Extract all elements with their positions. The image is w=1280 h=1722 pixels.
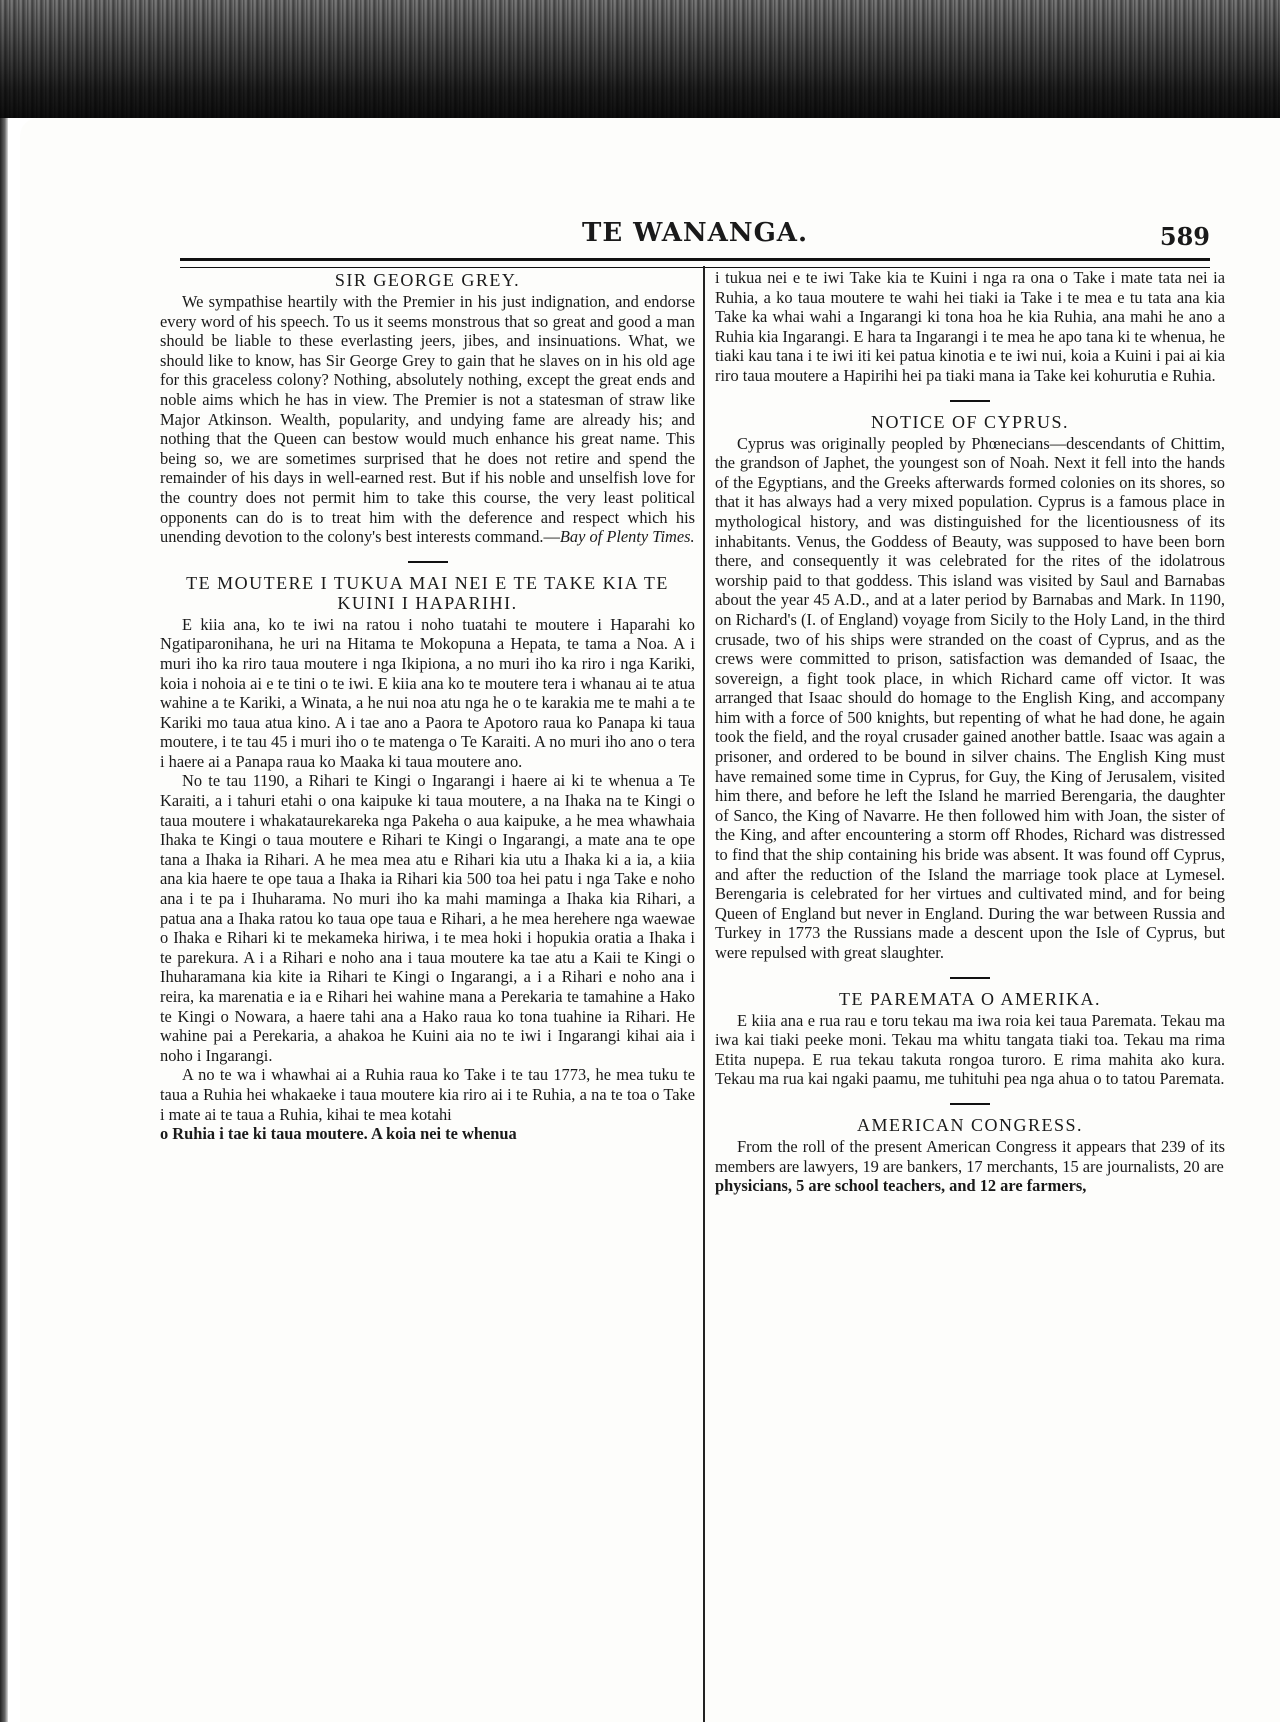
section-separator <box>950 1103 990 1105</box>
article-heading: TE PAREMATA O AMERIKA. <box>839 988 1101 1009</box>
article-heading: AMERICAN CONGRESS. <box>856 1114 1084 1135</box>
article-body: Cyprus was originally peopled by Phœnecians—descendants of Chittim, the grandson of Japhet, the youngest son of Noah. Next it fell into the hands of the Egyptians, and the Greeks afterwards formed colonies on its shores, so that it has always had a very mixed population. Cyprus is a famous place in mythological history, and was distinguished for the licentiousness of its inhabitants. Venus, the Goddess of Beauty, was supposed to have been born there, and consequently it was celebrated for the rites of the idolatrous worship paid to that goddess. This island was visited by Saul and Barnabas about the year 45 A.D., and at a later period by Barnabas and Mark. In 1190, on Richard's (I. of England) voyage from Sicily to the Holy Land, in the third crusade, two of his ships were stranded on the coast of Cyprus, and as the crews were committed to prison, satisfaction was demanded of Isaac, the sovereign, a fight took place, in which Richard came off victor. It was arranged that Isaac should do homage to the English King, and accompany him with a force of 500 knights, but repenting of what he had done, he again took the field, and the royal crusader gained another battle. Isaac was again a prisoner, and ordered to be bound in silver chains. The English King must have remained some time in Cyprus, for Guy, the King of Jerusalem, visited him there, and before he left the Island he married Berengaria, the daughter of Sanco, the King of Navarre. He then followed him with Joan, the sister of the King, and after encountering a storm off Rhodes, Richard was distressed to find that the ship containing his bride was absent. It was found off Cyprus, and after the reduction of the Island the marriage took place at Lymesel. Berengaria is celebrated for her virtues and cultivated mind, and for being Queen of England but never in England. During the war between Russia and Turkey in 1773 the Russians made a descent upon the Isle of Cyprus, but were repulsed with great slaughter. <box>715 433 1225 962</box>
article-body <box>160 292 695 547</box>
article-text: We sympathise heartily with the Premier in his just indignation, and endorse every word of his speech. To us it seems monstrous that so great and good a man should be liable to these everlasting jeers, jibes, and insinuations. What, we should like to know, has Sir George Grey to gain that he slaves on in his old age for this graceless colony? Nothing, absolutely nothing, except the great ends and noble aims which he has in view. The Premier is not a statesman of straw like Major Atkinson. Wealth, popularity, and undying fame are already his; and nothing that the Queen can bestow would much enhance his great name. This being so, we are sometimes surprised that he does not retire and spend the remainder of his days in well-earned rest. But if his noble and unselfish love for the country does not permit him to take this course, the very least political opponents can do is to treat him with the deference and respect which his unending devotion to the colony's best interests command.— <box>160 292 695 547</box>
article-te-moutere <box>160 573 695 1144</box>
article-te-moutere-continued <box>715 268 1225 386</box>
article-body: From the roll of the present American Congress it appears that 239 of its members are lawyers, 19 are bankers, 17 merchants, 15 are journalists, 20 are <box>715 1136 1225 1176</box>
masthead-rule <box>180 258 1210 268</box>
article-paragraph: A no te wa i whawhai ai a Ruhia raua ko Take i te tau 1773, he mea tuku te taua a Ruhia hei whakaeke i taua moutere kia riro ai i te Ruhia, a na te toa o Take i mate ai te taua a Ruhia, kihai te mea kotahi <box>160 1065 695 1124</box>
article-sir-george-grey <box>160 270 695 547</box>
section-separator <box>408 561 448 563</box>
scan-left-shadow <box>0 118 8 1722</box>
article-te-paremata <box>715 989 1225 1089</box>
article-last-line: physicians, 5 are school teachers, and 12 are farmers, <box>715 1176 1087 1196</box>
article-paragraph: i tukua nei e te iwi Take kia te Kuini i nga ra ona o Take i mate tata nei ia Ruhia, a ko taua moutere te wahi hei tiaki ia Take i te mea e tu tata ana kia Take ka whai wahi a Ingarangi ki tona hoa he kia Ruhia, ana mahi he ano a Ruhia kia Ingarangi. E hara ta Ingarangi i te mea he apo tana ki te whenua, he tiaki kau tana i te iwi iti kei patua kinotia e te iwi nui, koia a Kuini i pai ai kia riro taua moutere a Hapirihi hei pa tiaki mana ia Take kei kohurutia e Ruhia. <box>715 268 1225 385</box>
article-heading: NOTICE OF CYPRUS. <box>870 411 1070 432</box>
article-paragraph: E kiia ana, ko te iwi na ratou i noho tuatahi te moutere i Haparahi ko Ngatiparonihana, he uri na Hitama te Mokopuna a Hepata, te tama a Noa. A i muri iho ka riro taua moutere i nga Ikipiona, a no muri iho ka riro i nga Kariki, koia i nohoia ai e te tini o te iwi. E kiia ana ko te moutere tera i whanau ai te atua wahine a te Kariki, a Winata, a he nui noa atu nga he o te karakia me te mahi a te Kariki mo taua atua kino. A i tae ano a Paora te Apotoro raua ko Panapa ki taua moutere, i te tau 45 i muri iho o te matenga o Te Karaiti. A no muri iho ano o tera i haere ai a Panapa raua ko Maaka ki taua moutere ano. <box>160 614 695 771</box>
left-column <box>160 268 695 1158</box>
column-divider <box>703 266 705 1722</box>
article-source: Bay of Plenty Times. <box>559 527 695 547</box>
section-separator <box>950 977 990 979</box>
article-body: E kiia ana e rua rau e toru tekau ma iwa roia kei taua Paremata. Tekau ma iwa kai tiaki peeke moni. Tekau ma whitu tangata tiaki toa. Tekau ma rima Etita nupepa. E rua tekau takuta rongoa turoro. E rima mahita ako kura. Tekau ma rua kai ngaki paamu, me tuhituhi pea nga ahua o to tatou Paremata. <box>715 1010 1225 1089</box>
masthead <box>180 218 1210 258</box>
article-paragraph: No te tau 1190, a Rihari te Kingi o Ingarangi i haere ai ki te whenua a Te Karaiti, a i tahuri etahi o ona kaipuke ki taua moutere, a na Ihaka na te Kingi o taua moutere i whakataurekareka nga Pakeha o aua kaipuke, a he mea whawhaia Ihaka te Kingi o taua moutere e Rihari te Kingi o Ingarangi, a mate ana te ope tana a Ihaka ia Rihari. A he mea mea atu e Rihari kia utu a Ihaka ki a ia, a kiia ana kia haere te ope taua a Ihaka ia Rihari kia 500 toa hei patu i nga Take e noho ana i te pa i Ihuharama. No muri iho ka mahi maminga a Ihaka kia Rihari, a patua ana a Ihaka ratou ko taua ope taua e Rihari, a he mea herehere nga waewae o Ihaka e Rihari ki te mekameka hiriwa, i te mea hoki i hopukia oratia a Ihaka i te parekura. A i a Rihari e noho ana i taua moutere ka tae atu a Kaii te Kingi o Ihuharamana kia kite ia Rihari te Kingi o Ingarangi, a i a Rihari e noho ana i reira, ka marenatia e ia e Rihari hei wahine mana a Perekaria te tamahine a Hako te Kingi o Nowara, a haere tahi ana a Hako raua ko tona tuahine ia Rihari. He wahine pai a Perekaria, a ahakoa he Kuini aia no te iwi i Ingarangi kihai aia i noho i Ingarangi. <box>160 771 695 1065</box>
scan-dark-edge <box>0 0 1280 118</box>
right-column <box>715 268 1225 1210</box>
section-separator <box>950 400 990 402</box>
article-notice-of-cyprus <box>715 412 1225 963</box>
newspaper-page <box>20 118 1280 1722</box>
masthead-title: TE WANANGA. <box>581 218 809 248</box>
article-last-line: o Ruhia i tae ki taua moutere. A koia nei te whenua <box>160 1124 517 1144</box>
article-heading: TE MOUTERE I TUKUA MAI NEI E TE TAKE KIA TE KUINI I HAPARIHI. <box>186 572 669 613</box>
page-number: 589 <box>1159 222 1210 251</box>
article-heading: SIR GEORGE GREY. <box>334 270 521 290</box>
article-american-congress <box>715 1115 1225 1196</box>
